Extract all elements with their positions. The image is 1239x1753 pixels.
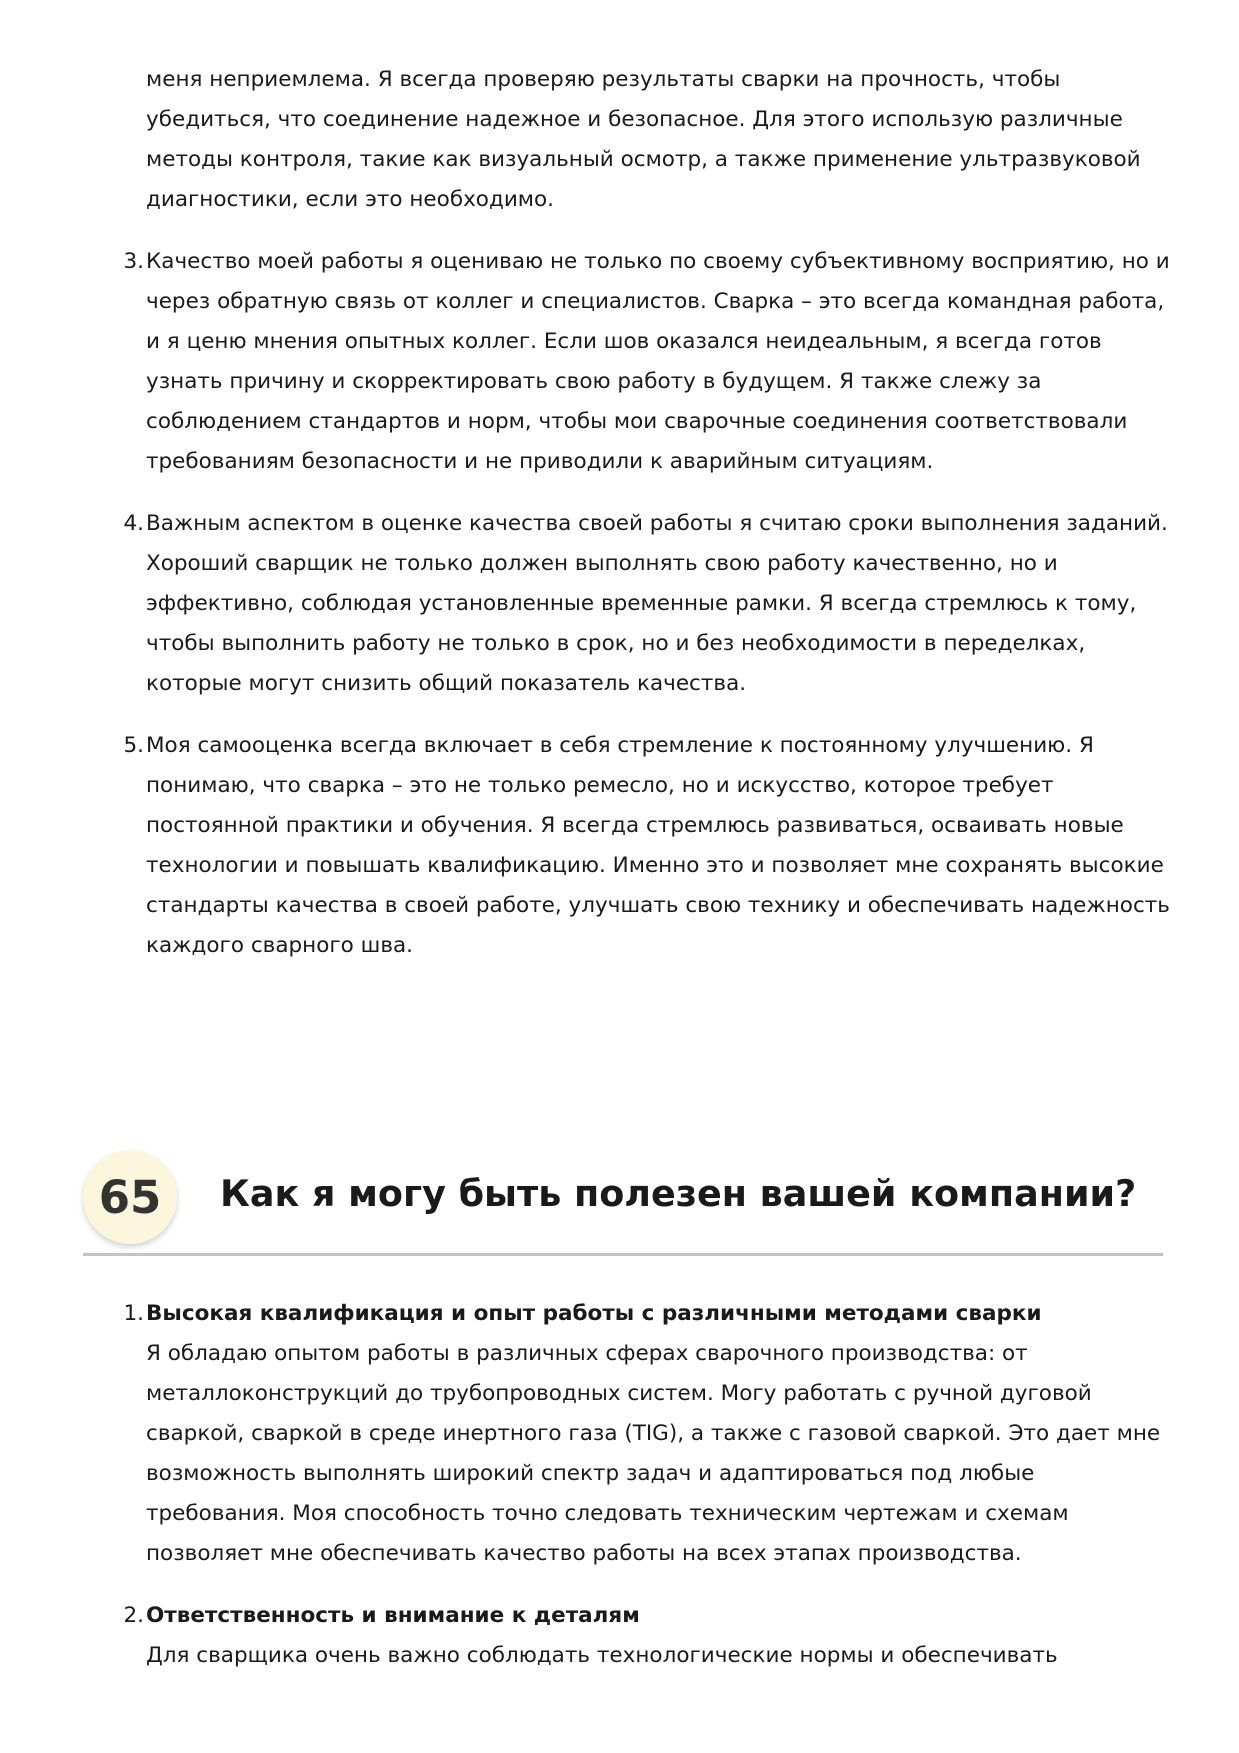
list-item-title: Ответственность и внимание к деталям bbox=[146, 1603, 640, 1628]
list-item-text: Моя самооценка всегда включает в себя стремление к постоянному улучшению. Я понимаю, что сварка – это не только ремесло, но и искусство, которое требует постоянной практики и обучения. Я всегда стремлюсь развиваться, осваивать новые технологии и повышать квалификацию. Именно это и позволяет мне сохранять высокие стандарты качества в своей работе, улучшать свою технику и обеспечивать надежность каждого сварного шва. bbox=[146, 733, 1170, 958]
list-item-number: 5. bbox=[123, 733, 144, 758]
list-item-number: 3. bbox=[123, 249, 144, 274]
paragraph-text: меня неприемлема. Я всегда проверяю результаты сварки на прочность, чтобы убедиться, что соединение надежное и безопасное. Для этого использую различные методы контроля, такие как визуальный осмотр, а также применение ультразвуковой диагностики, если это необходимо. bbox=[146, 67, 1141, 212]
list-item-title: Высокая квалификация и опыт работы с различными методами сварки bbox=[146, 1301, 1042, 1326]
list-item-number: 4. bbox=[123, 511, 144, 536]
continuation-paragraph bbox=[146, 60, 1176, 220]
list-item-text: Для сварщика очень важно соблюдать технологические нормы и обеспечивать bbox=[146, 1643, 1058, 1668]
list-item-text: Я обладаю опытом работы в различных сферах сварочного производства: от металлоконструкций до трубопроводных систем. Могу работать с ручной дуговой сваркой, сваркой в среде инертного газа (TIG), а также с газовой сваркой. Это дает мне возможность выполнять широкий спектр задач и адаптироваться под любые требования. Моя способность точно следовать техническим чертежам и схемам позволяет мне обеспечивать качество работы на всех этапах производства. bbox=[146, 1341, 1161, 1566]
list-item-number: 1. bbox=[123, 1301, 144, 1326]
section-header bbox=[83, 1150, 1163, 1258]
section-divider bbox=[83, 1253, 1163, 1256]
list-item bbox=[123, 726, 1176, 966]
section-number-badge: 65 bbox=[83, 1150, 177, 1244]
list-item-text: Качество моей работы я оцениваю не только по своему субъективному восприятию, но и через обратную связь от коллег и специалистов. Сварка – это всегда командная работа, и я ценю мнения опытных коллег. Если шов оказался неидеальным, я всегда готов узнать причину и скорректировать свою работу в будущем. Я также слежу за соблюдением стандартов и норм, чтобы мои сварочные соединения соответствовали требованиям безопасности и не приводили к аварийным ситуациям. bbox=[146, 249, 1170, 474]
list-item bbox=[123, 1596, 1176, 1676]
list-item bbox=[123, 504, 1176, 704]
list-item-text: Важным аспектом в оценке качества своей работы я считаю сроки выполнения заданий. Хороший сварщик не только должен выполнять свою работу качественно, но и эффективно, соблюдая установленные временные рамки. Я всегда стремлюсь к тому, чтобы выполнить работу не только в срок, но и без необходимости в переделках, которые могут снизить общий показатель качества. bbox=[146, 511, 1168, 696]
list-item-number: 2. bbox=[123, 1603, 144, 1628]
list-item bbox=[123, 1294, 1176, 1574]
list-item bbox=[123, 242, 1176, 482]
section-title: Как я могу быть полезен вашей компании? bbox=[220, 1172, 1137, 1215]
